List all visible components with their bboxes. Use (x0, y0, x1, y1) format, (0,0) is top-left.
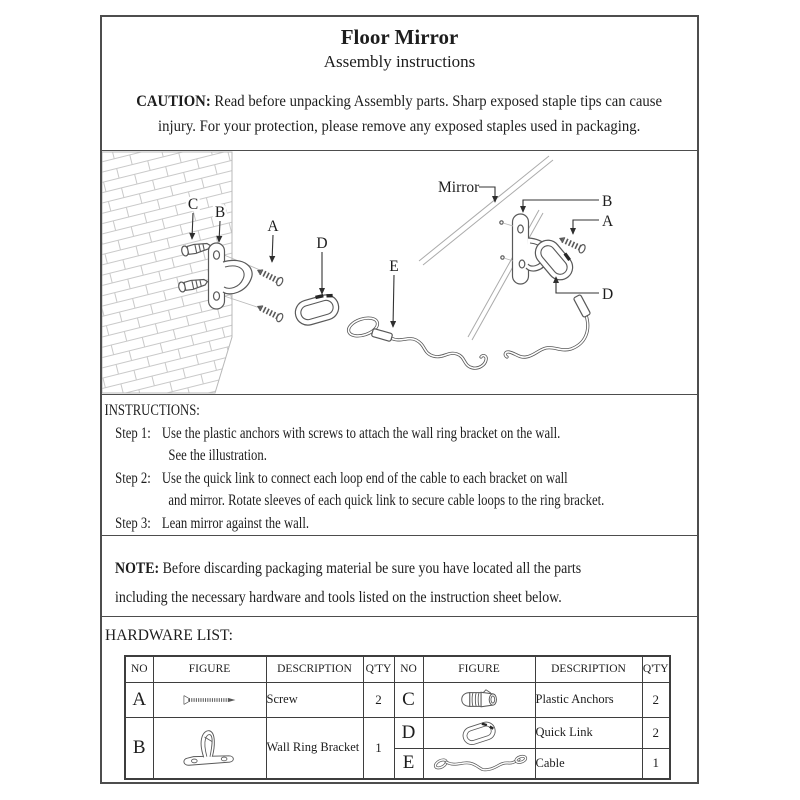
header-section (102, 24, 697, 150)
fig-cell (423, 717, 535, 748)
label-mirror-b: B (602, 193, 613, 210)
instructions-section (102, 394, 697, 535)
col-header-qty: Q'TY (363, 656, 394, 682)
col-header-no: NO (394, 656, 423, 682)
caution-line: injury. For your protection, please remove any exposed staples used in packaging. (158, 118, 641, 135)
label-mirror-b-arrow (523, 200, 599, 212)
table-row (125, 717, 670, 748)
label-d: D (316, 235, 328, 252)
instruction-steps (115, 423, 696, 535)
cable-figure (346, 315, 486, 368)
step-label: Step 2: (115, 469, 151, 487)
note-section (102, 535, 697, 616)
table-row (125, 682, 670, 717)
note-label: NOTE: (115, 560, 160, 577)
label-mirror-d: D (602, 286, 614, 303)
col-header-description: DESCRIPTION (535, 656, 642, 682)
quick-link-figure (292, 292, 341, 328)
qty-cell: 1 (363, 717, 394, 779)
cable-figure (429, 751, 529, 775)
qty-cell: 2 (642, 717, 670, 748)
label-a-arrow (272, 235, 273, 262)
desc-cell: Screw (266, 682, 363, 717)
hardware-section (102, 616, 697, 787)
qty-cell: 1 (642, 748, 670, 779)
cable-mirror-figure (505, 294, 590, 357)
col-header-qty: Q'TY (642, 656, 670, 682)
desc-cell: Quick Link (535, 717, 642, 748)
label-b: B (214, 204, 226, 221)
note-line: Before discarding packaging material be sure you have located all the parts (162, 560, 582, 577)
screw-figure (255, 302, 284, 323)
fig-cell (153, 717, 266, 779)
desc-cell: Cable (535, 748, 642, 779)
label-a: A (267, 218, 279, 235)
fig-cell (153, 682, 266, 717)
step-text: See the illustration. (168, 447, 267, 465)
instruction-step-3 (115, 513, 696, 535)
note-paragraph (115, 555, 709, 612)
col-header-description: DESCRIPTION (266, 656, 363, 682)
hardware-heading: HARDWARE LIST: (105, 627, 233, 644)
no-cell: E (394, 748, 423, 779)
col-header-figure: FIGURE (153, 656, 266, 682)
no-cell: C (394, 682, 423, 717)
plastic-anchor-figure (456, 689, 503, 710)
qty-cell: 2 (363, 682, 394, 717)
fig-cell (423, 748, 535, 779)
label-e: E (389, 258, 399, 275)
note-line: including the necessary hardware and tools listed on the instruction sheet below. (115, 588, 562, 606)
illustration-section (102, 150, 697, 394)
instruction-step-1 (115, 423, 696, 468)
page-title: Floor Mirror (340, 25, 459, 49)
page-subtitle: Assembly instructions (323, 52, 476, 71)
step-label: Step 3: (115, 514, 151, 532)
desc-cell: Wall Ring Bracket (266, 717, 363, 779)
step-text: Lean mirror against the wall. (161, 514, 310, 532)
table-header-row (125, 656, 670, 682)
caution-paragraph (102, 89, 696, 139)
step-text: Use the plastic anchors with screws to attach the wall ring bracket on the wall. (161, 425, 561, 442)
no-cell: B (125, 717, 153, 779)
no-cell: D (394, 717, 423, 748)
wall-ring-bracket-figure (181, 726, 239, 770)
qty-cell: 2 (642, 682, 670, 717)
screw-figure (255, 266, 284, 287)
col-header-figure: FIGURE (423, 656, 535, 682)
assembly-illustration (102, 151, 697, 394)
hardware-table (124, 655, 671, 780)
instruction-step-2 (115, 468, 696, 513)
col-header-no: NO (125, 656, 153, 682)
step-text: and mirror. Rotate sleeves of each quick link to secure cable loops to the ring bracket. (168, 492, 605, 510)
label-c: C (187, 196, 199, 213)
desc-cell: Plastic Anchors (535, 682, 642, 717)
label-e-arrow (393, 275, 394, 327)
screw-figure (179, 693, 241, 707)
instruction-sheet (100, 15, 699, 784)
label-mirror: Mirror (438, 179, 480, 196)
caution-line: Read before unpacking Assembly parts. Sharp exposed staple tips can cause (214, 93, 663, 110)
label-mirror-a: A (602, 213, 614, 230)
caution-label: CAUTION: (136, 93, 211, 110)
step-text: Use the quick link to connect each loop end of the cable to each bracket on wall (161, 469, 568, 487)
label-mirror-a-arrow (573, 220, 599, 234)
instructions-heading: INSTRUCTIONS: (104, 402, 200, 419)
quick-link-figure (456, 718, 502, 748)
no-cell: A (125, 682, 153, 717)
label-mirror-arrow (479, 187, 495, 202)
fig-cell (423, 682, 535, 717)
step-label: Step 1: (115, 425, 151, 442)
